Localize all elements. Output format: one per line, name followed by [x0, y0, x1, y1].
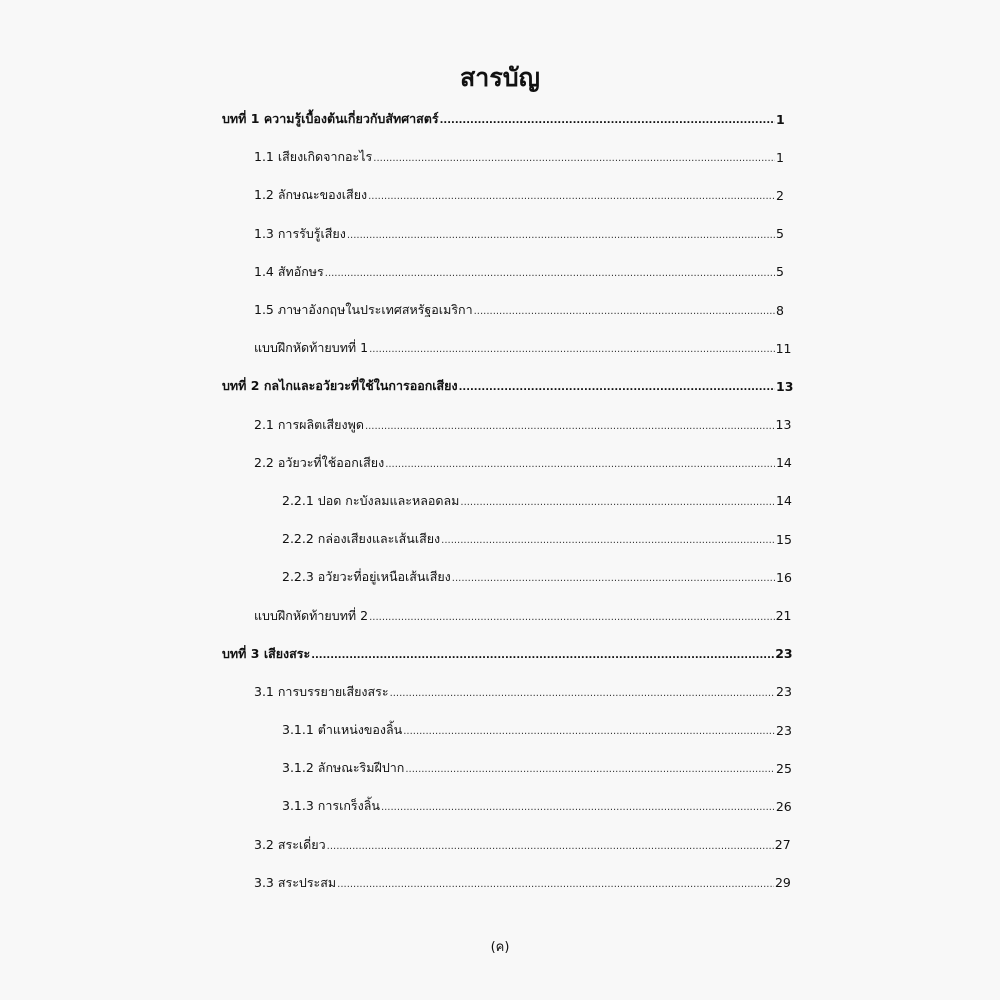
toc-dot-leader	[459, 383, 775, 393]
toc-entry-label: 2.2 อวัยวะที่ใช้ออกเสียง	[254, 454, 385, 470]
toc-dot-leader	[385, 460, 775, 470]
toc-section-entry	[222, 558, 792, 596]
toc-entry-label: 3.2 สระเดี่ยว	[254, 836, 326, 852]
toc-section-entry	[222, 291, 784, 329]
toc-section-entry	[222, 482, 792, 520]
toc-entry-page-number: 13	[775, 417, 792, 433]
table-of-contents	[222, 100, 794, 902]
toc-dot-leader	[460, 498, 775, 508]
toc-entry-page-number: 23	[775, 646, 793, 662]
toc-dot-leader	[327, 842, 774, 852]
toc-dot-leader	[441, 536, 775, 546]
toc-entry-label: แบบฝึกหัดท้ายบทที่ 1	[254, 340, 369, 356]
toc-section-entry	[222, 596, 792, 634]
toc-section-entry	[222, 138, 784, 176]
toc-entry-page-number: 23	[776, 722, 792, 738]
toc-entry-label: บทที่ 2 กลไกและอวัยวะที่ใช้ในการออกเสียง	[222, 378, 458, 394]
toc-entry-label: บทที่ 3 เสียงสระ	[222, 645, 311, 661]
toc-entry-label: 2.1 การผลิตเสียงพูด	[254, 416, 364, 432]
toc-entry-label: บทที่ 1 ความรู้เบื้องต้นเกี่ยวกับสัทศาสตร์	[222, 111, 439, 127]
toc-dot-leader	[369, 613, 775, 623]
toc-section-entry	[222, 406, 792, 444]
toc-section-entry	[222, 329, 792, 367]
toc-dot-leader	[325, 269, 775, 279]
toc-entry-label: 1.4 สัทอักษร	[254, 263, 324, 279]
toc-section-entry	[222, 444, 792, 482]
toc-section-entry	[222, 826, 791, 864]
toc-dot-leader	[390, 689, 775, 699]
toc-dot-leader	[381, 803, 775, 813]
toc-dot-leader	[337, 880, 774, 890]
toc-entry-label: 3.1.3 การเกร็งลิ้น	[282, 798, 380, 814]
toc-entry-label: 3.1.1 ตำแหน่งของลิ้น	[282, 722, 403, 738]
toc-section-entry	[222, 520, 792, 558]
toc-dot-leader	[347, 231, 775, 241]
toc-dot-leader	[373, 154, 775, 164]
toc-dot-leader	[405, 765, 775, 775]
toc-dot-leader	[365, 422, 775, 432]
toc-entry-page-number: 5	[776, 226, 784, 242]
toc-dot-leader	[368, 192, 775, 202]
toc-entry-page-number: 14	[775, 455, 792, 471]
toc-entry-page-number: 27	[774, 837, 791, 853]
toc-entry-page-number: 21	[775, 608, 792, 624]
toc-entry-label: 2.2.1 ปอด กะบังลมและหลอดลม	[282, 492, 460, 508]
toc-entry-page-number: 11	[775, 340, 792, 356]
page-title: สารบัญ	[460, 63, 540, 92]
toc-entry-page-number: 16	[776, 569, 792, 585]
toc-entry-page-number: 15	[776, 531, 792, 547]
toc-section-entry	[222, 673, 792, 711]
toc-entry-page-number: 13	[776, 378, 794, 394]
toc-entry-page-number: 26	[775, 798, 792, 814]
toc-entry-label: 1.5 ภาษาอังกฤษในประเทศสหรัฐอเมริกา	[254, 302, 473, 318]
toc-dot-leader	[311, 651, 774, 661]
toc-entry-page-number: 8	[776, 302, 784, 318]
toc-entry-label: 3.3 สระประสม	[254, 874, 337, 890]
toc-entry-page-number: 25	[776, 760, 792, 776]
toc-entry-page-number: 23	[776, 684, 792, 700]
toc-section-entry	[222, 215, 784, 253]
toc-entry-label: 1.1 เสียงเกิดจากอะไร	[254, 149, 373, 165]
toc-section-entry	[222, 176, 784, 214]
toc-entry-label: 2.2.3 อวัยวะที่อยู่เหนือเส้นเสียง	[282, 569, 451, 585]
toc-dot-leader	[440, 116, 775, 126]
toc-entry-page-number: 5	[776, 264, 784, 280]
toc-chapter-entry	[222, 635, 793, 673]
toc-entry-page-number: 1	[776, 111, 785, 127]
toc-entry-page-number: 1	[776, 149, 784, 165]
toc-chapter-entry	[222, 367, 794, 405]
toc-section-entry	[222, 787, 792, 825]
toc-entry-page-number: 29	[774, 875, 791, 891]
toc-dot-leader	[403, 727, 775, 737]
toc-entry-label: 1.2 ลักษณะของเสียง	[254, 187, 368, 203]
toc-entry-label: 2.2.2 กล่องเสียงและเส้นเสียง	[282, 531, 441, 547]
toc-chapter-entry	[222, 100, 784, 138]
toc-entry-page-number: 14	[776, 493, 792, 509]
toc-entry-label: 3.1.2 ลักษณะริมฝีปาก	[282, 760, 405, 776]
toc-section-entry	[222, 253, 784, 291]
toc-section-entry	[222, 749, 792, 787]
page-number-footer: (ค)	[490, 940, 510, 955]
toc-dot-leader	[474, 307, 775, 317]
toc-dot-leader	[452, 574, 775, 584]
toc-section-entry	[222, 711, 792, 749]
toc-entry-label: แบบฝึกหัดท้ายบทที่ 2	[254, 607, 369, 623]
toc-entry-label: 3.1 การบรรยายเสียงสระ	[254, 683, 389, 699]
toc-section-entry	[222, 864, 791, 902]
toc-dot-leader	[369, 345, 775, 355]
toc-entry-label: 1.3 การรับรู้เสียง	[254, 225, 346, 241]
toc-entry-page-number: 2	[776, 187, 784, 203]
